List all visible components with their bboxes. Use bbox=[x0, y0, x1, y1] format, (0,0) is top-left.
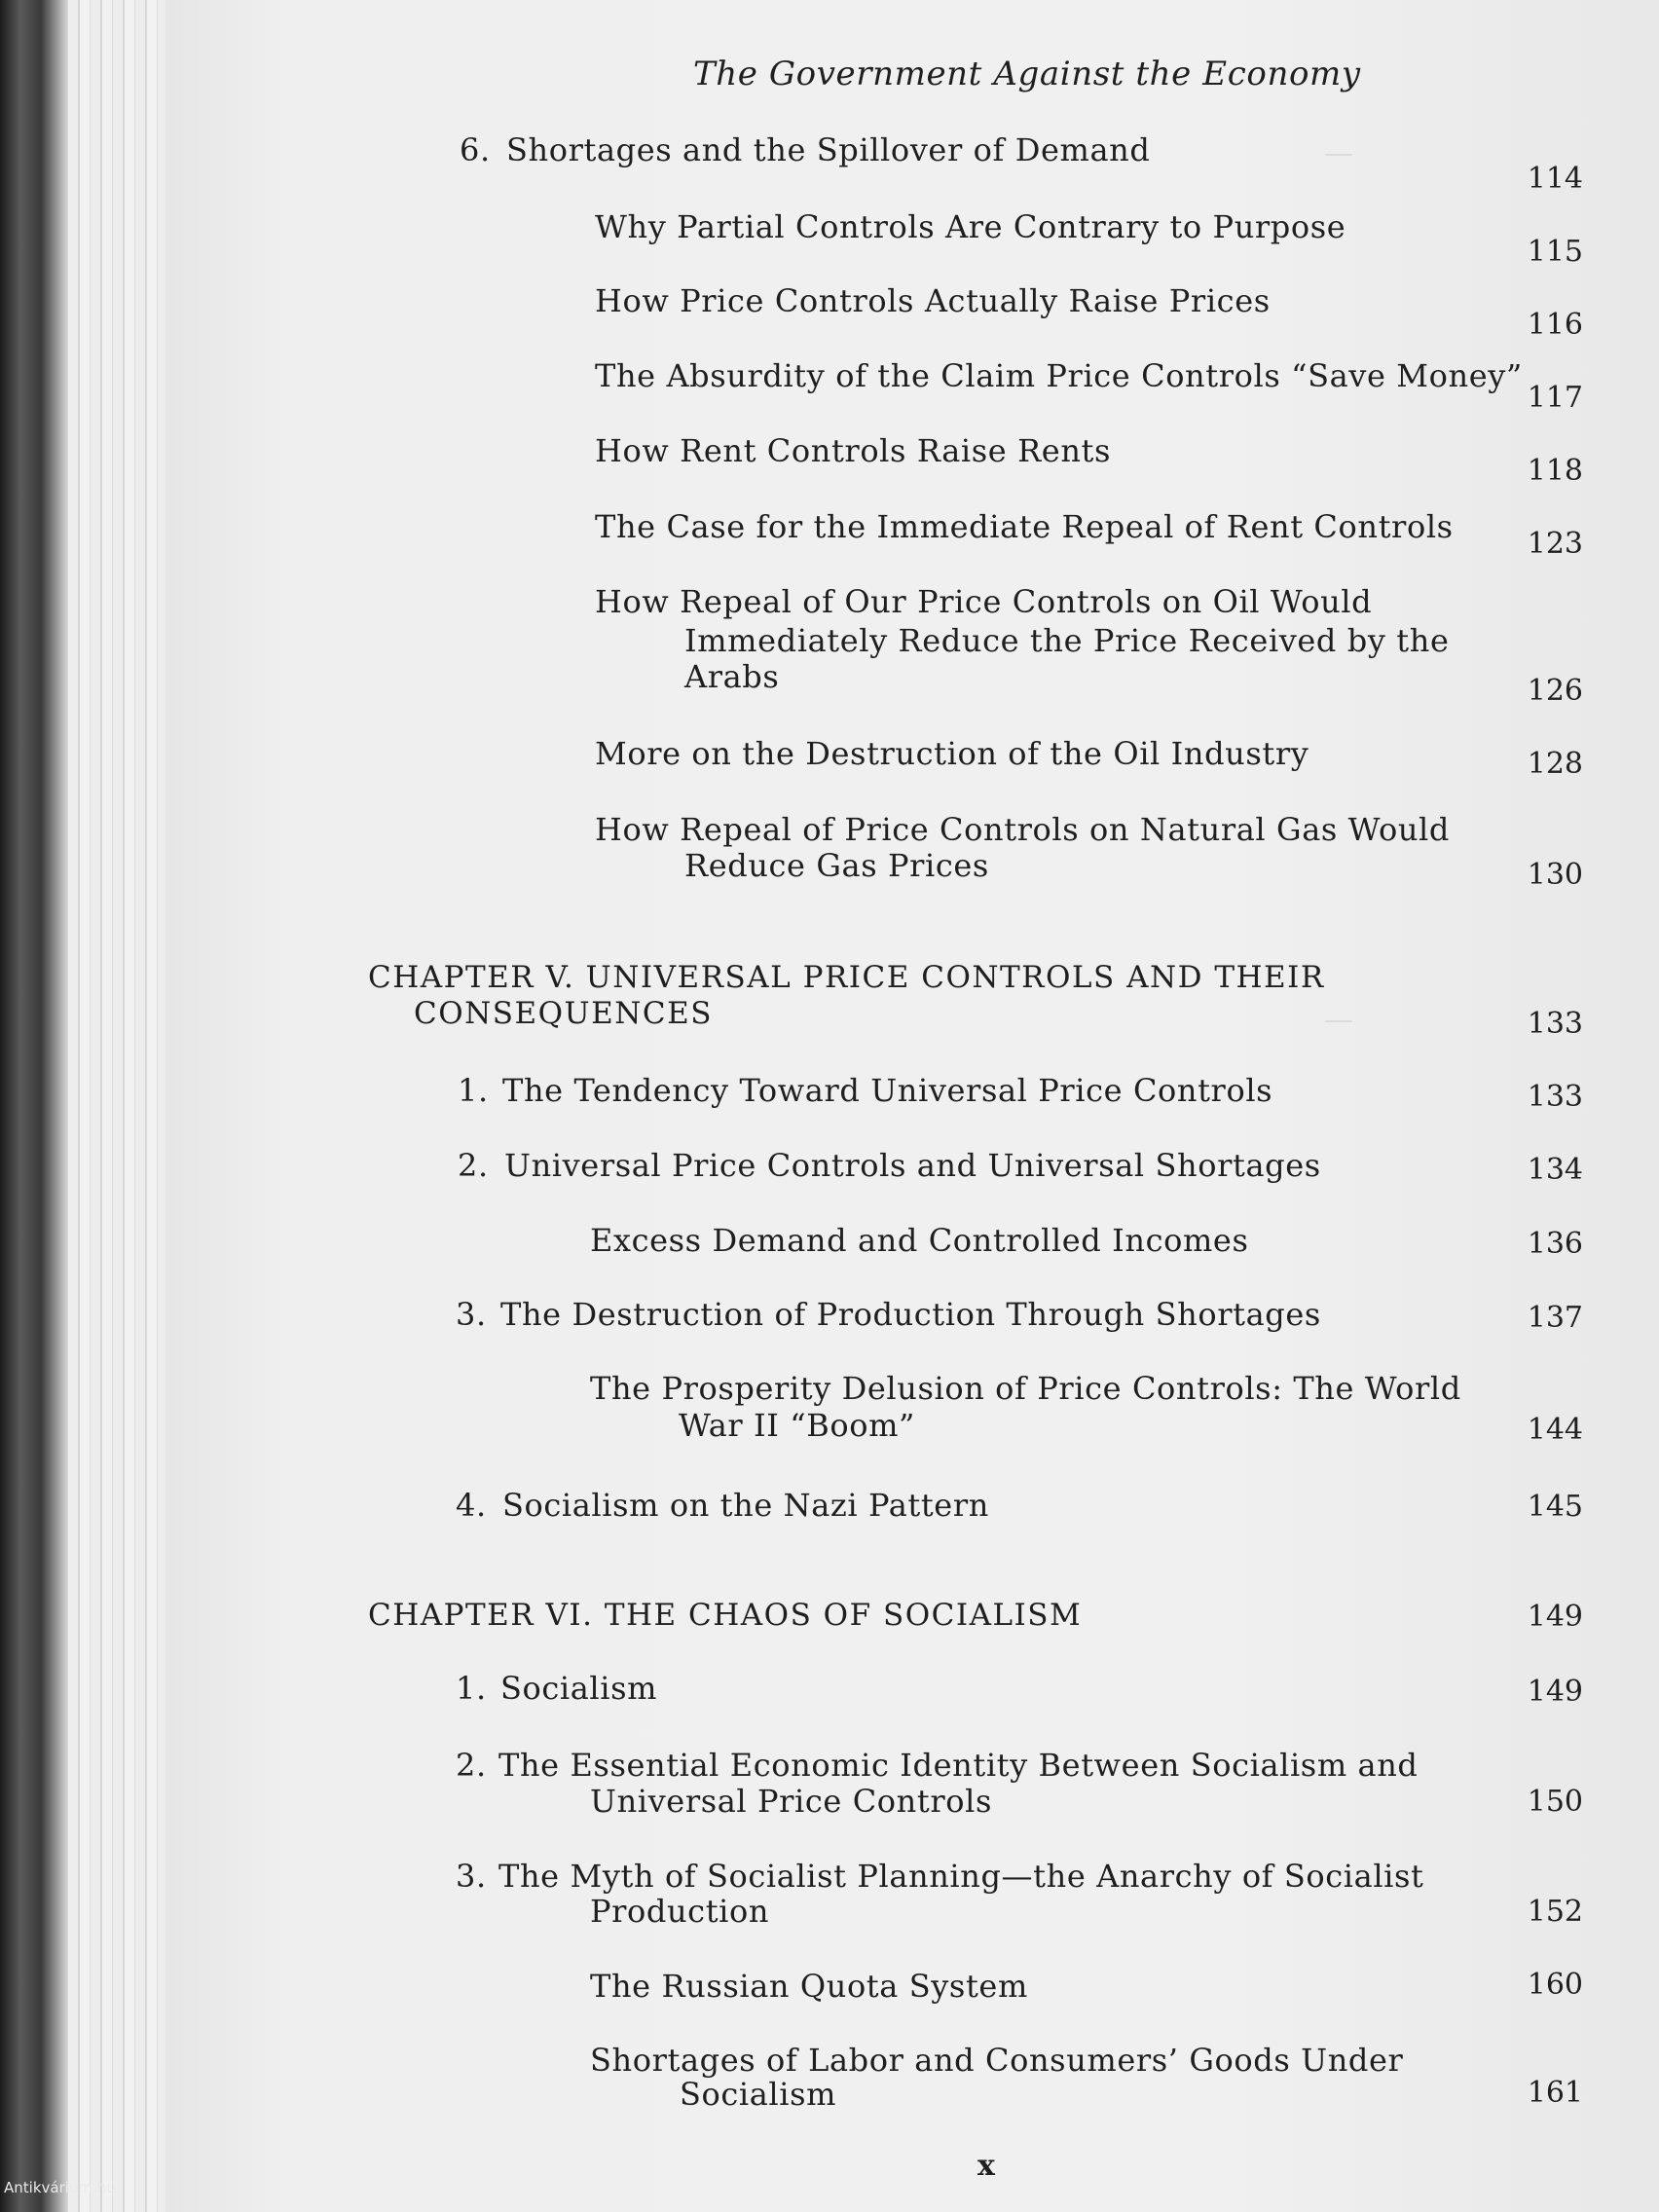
page-edges bbox=[68, 0, 166, 2212]
chapter-heading: CHAPTER VI. THE CHAOS OF SOCIALISM bbox=[368, 1598, 1083, 1633]
chapter-heading: CONSEQUENCES bbox=[414, 996, 714, 1031]
page-number: 150 bbox=[1527, 1785, 1583, 1819]
chapter-heading: CHAPTER V. UNIVERSAL PRICE CONTROLS AND THEIR bbox=[368, 960, 1325, 995]
toc-entry-line: Universal Price Controls bbox=[590, 1783, 992, 1820]
toc-subentry-title: The Russian Quota System bbox=[590, 1968, 1028, 2005]
toc-subentry-title: How Price Controls Actually Raise Prices bbox=[595, 282, 1271, 319]
toc-subentry-line: The Prosperity Delusion of Price Controls: The World bbox=[590, 1370, 1461, 1407]
toc-subentry-line: Immediately Reduce the Price Received by the bbox=[684, 622, 1450, 659]
entry-number: 4. bbox=[456, 1487, 487, 1524]
toc-entry-title: Socialism bbox=[500, 1670, 658, 1707]
page-number: 126 bbox=[1527, 674, 1583, 708]
book-binding bbox=[0, 0, 68, 2212]
toc-subentry-title: The Absurdity of the Claim Price Controls “Save Money” bbox=[595, 357, 1523, 394]
watermark: Antikvárium.hu bbox=[4, 2179, 116, 2196]
entry-number: 6. bbox=[460, 131, 491, 168]
page-number: 144 bbox=[1527, 1413, 1583, 1447]
show-through: — bbox=[1324, 1003, 1353, 1037]
page-number: 133 bbox=[1527, 1080, 1583, 1114]
toc-entry-title: The Tendency Toward Universal Price Controls bbox=[502, 1072, 1273, 1109]
toc-entry-line: The Essential Economic Identity Between Socialism and bbox=[498, 1747, 1419, 1784]
toc-subentry-line: Socialism bbox=[680, 2076, 837, 2113]
toc-subentry-line: Arabs bbox=[684, 658, 780, 695]
page-number: 160 bbox=[1527, 1968, 1583, 2002]
toc-subentry-title: Why Partial Controls Are Contrary to Purpose bbox=[595, 208, 1346, 245]
entry-number: 2. bbox=[458, 1147, 489, 1184]
entry-number: 1. bbox=[456, 1670, 487, 1707]
toc-subentry-title: Excess Demand and Controlled Incomes bbox=[590, 1222, 1249, 1259]
page-number: 149 bbox=[1527, 1675, 1583, 1709]
toc-subentry-line: War II “Boom” bbox=[679, 1407, 916, 1444]
toc-entry-title: The Destruction of Production Through Shortages bbox=[500, 1296, 1321, 1333]
page-number: 115 bbox=[1527, 235, 1583, 269]
page-number: 117 bbox=[1527, 381, 1583, 415]
toc-subentry-line: Shortages of Labor and Consumers’ Goods Under bbox=[590, 2042, 1404, 2079]
entry-number: 1. bbox=[458, 1072, 489, 1109]
toc-entry-line: The Myth of Socialist Planning—the Anarchy of Socialist bbox=[498, 1858, 1424, 1895]
toc-entry-title: Socialism on the Nazi Pattern bbox=[502, 1487, 989, 1524]
toc-subentry-line: Reduce Gas Prices bbox=[684, 847, 989, 884]
running-head: The Government Against the Economy bbox=[693, 55, 1361, 93]
page-number: 114 bbox=[1527, 162, 1583, 196]
toc-subentry-title: More on the Destruction of the Oil Industry bbox=[595, 735, 1309, 772]
show-through: — bbox=[1324, 136, 1353, 170]
page-number: 161 bbox=[1527, 2076, 1583, 2110]
toc-entry-title: Shortages and the Spillover of Demand bbox=[506, 131, 1151, 168]
page-number: 137 bbox=[1527, 1301, 1583, 1335]
page-number: 145 bbox=[1527, 1490, 1583, 1524]
entry-number: 3. bbox=[456, 1296, 487, 1333]
folio: x bbox=[977, 2149, 996, 2183]
toc-entry-line: Production bbox=[590, 1893, 770, 1930]
toc-subentry-title: The Case for the Immediate Repeal of Rent Controls bbox=[595, 508, 1454, 545]
page-number: 152 bbox=[1527, 1895, 1583, 1929]
page-number: 130 bbox=[1527, 858, 1583, 892]
toc-subentry-line: How Repeal of Price Controls on Natural Gas Would bbox=[595, 811, 1450, 848]
page-number: 149 bbox=[1527, 1600, 1583, 1634]
page-number: 116 bbox=[1527, 308, 1583, 342]
page-number: 118 bbox=[1527, 454, 1583, 488]
entry-number: 3. bbox=[456, 1858, 487, 1895]
page-number: 136 bbox=[1527, 1227, 1583, 1261]
toc-subentry-line: How Repeal of Our Price Controls on Oil Would bbox=[595, 583, 1373, 620]
page-number: 133 bbox=[1527, 1007, 1583, 1041]
page-number: 134 bbox=[1527, 1153, 1583, 1187]
page-number: 128 bbox=[1527, 747, 1583, 781]
toc-subentry-title: How Rent Controls Raise Rents bbox=[595, 432, 1112, 469]
toc-entry-title: Universal Price Controls and Universal Shortages bbox=[504, 1147, 1321, 1184]
page-number: 123 bbox=[1527, 527, 1583, 561]
entry-number: 2. bbox=[456, 1747, 487, 1784]
